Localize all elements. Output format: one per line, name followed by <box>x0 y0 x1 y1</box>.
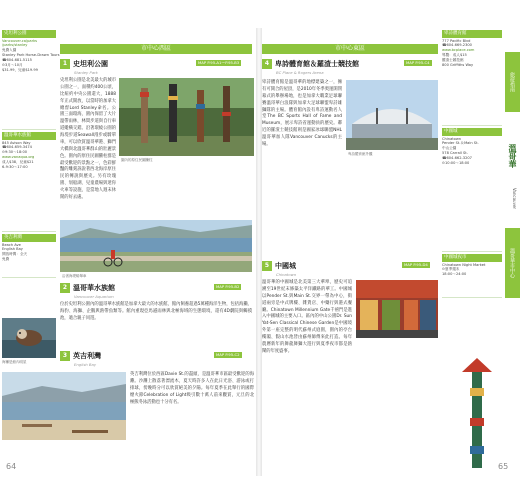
sidebar-line: ⊙夏季週末 <box>442 267 460 272</box>
caption: 卑詩體育館外觀 <box>348 152 373 156</box>
left-page <box>0 28 256 476</box>
sidebar-line: 成人$38、兒童$21 <box>2 160 34 164</box>
sidebar-line: www.bcplace.com <box>442 48 475 53</box>
section-heading <box>60 350 101 361</box>
sea-otter-photo <box>2 318 56 358</box>
chapter-tab-title: 溫哥華 <box>508 144 517 168</box>
map-reference: MAP P.95-D4 <box>404 262 428 267</box>
section-title: 中國城 <box>275 261 296 270</box>
sidebar-block-chinatown <box>442 126 502 252</box>
section-subtitle: Chinatown <box>276 272 297 277</box>
sidebar-line: 800 Griffiths Way <box>442 62 474 67</box>
section-subtitle: Stanley Park <box>74 70 98 75</box>
page-number-right: 65 <box>498 462 509 471</box>
sidebar-head: 英吉利灣 <box>2 234 56 242</box>
sidebar-head: 溫哥華水族館 <box>2 132 56 140</box>
section-body: 英吉利灣位於西區Davie St.的盡頭，是溫哥華市區最受歡迎的海灘。沙灘上散落著漂流木，夏天時許多人在此日光浴、游泳或打排球，傍晚時分可以欣賞絕美的夕陽。每年夏季在此舉行的國際煙火節Celebration of Light吸引數十萬人前來觀賞，元旦的北極熊冬泳活動也十分有名。 <box>130 372 254 405</box>
sidebar-line: ⊙3月～10月 <box>2 62 23 67</box>
sidebar-line: 845 Avison Way <box>2 140 31 145</box>
english-bay-photo <box>2 372 126 440</box>
section-body: 卑詩體育館是溫哥華的地標建築之一，擁有可開合的屋頂，是2010年冬季奧運開閉幕式的舉辦場地，也是加拿大職業足球聯賽溫哥華白浪隊與加拿大足球聯盟卑詩雄獅隊的主場。體育館內設有卑詩運動名人堂The BC Sports Hall of Fame and Museum，展示卑詩省運動員的歷史。鄰近的羅渣士競技館則是國家冰球聯盟NHL溫哥華加人隊Vancouver Canucks的主場。 <box>262 80 342 147</box>
sidebar-line: www.vanaqua.org <box>2 155 35 160</box>
sidebar-line: /parks/stanley <box>2 43 28 48</box>
section-number: 5 <box>262 261 272 271</box>
section-body-continued <box>262 156 438 212</box>
section-body: 位於史坦利公園內的溫哥華水族館是加拿大最大的水族館，館內飼養超過5萬種海洋生物，包括海獺、海豹、海獅、企鵝與熱帶魚類等。館內重現亞馬遜雨林與北極海域的生態環境，還有4D劇院與觸摸池，適合親子同遊。 <box>60 302 252 321</box>
right-sidebar <box>442 28 502 298</box>
section-number: 4 <box>262 59 272 69</box>
sidebar-head: 史坦利公園 <box>2 30 56 38</box>
sidebar-head: 中國城夜市 <box>442 254 502 262</box>
section-heading <box>60 58 108 69</box>
sidebar-line: Chinatown Night Market <box>442 262 486 267</box>
section-body: 溫哥華的中國城是北美第三大華埠，歷史可追溯至19世紀末修築太平洋鐵路的華工。中國城以Pender St.與Main St.交界一帶為中心，街道兩旁是中式牌樓、雜貨店、中藥行與港式餐廳。Chinatown Millennium Gate千禧門是進入中國城的主要入口。區內的中山公園Dr. Sun Yat-Sen Classical Chinese Garden是中國境外第一座完整的明代蘇州式庭園，園內的亭台樓閣、假山水池皆由蘇州師傅來此打造。每年農曆新年的舞龍舞獅大遊行與夏季夜市都是熱鬧的年度盛事。 <box>262 280 352 354</box>
sidebar-head: 卑詩體育館 <box>442 30 502 38</box>
section-title: 溫哥華水族館 <box>73 283 115 292</box>
sidebar-line: ⊙10:00～18:00 <box>442 160 470 165</box>
sidebar-line: ☎604-681-5115 <box>2 58 32 62</box>
seawall-cycling-photo <box>60 220 252 272</box>
sidebar-block-bc-place <box>442 28 502 126</box>
section-number: 1 <box>60 59 70 69</box>
map-reference: MAP P.95-B2 <box>216 284 240 289</box>
section-number: 3 <box>60 351 70 361</box>
left-sidebar <box>2 28 60 364</box>
sidebar-line: Beach Ave <box>2 242 21 247</box>
chapter-tab-subtitle: Vancouver <box>512 188 517 210</box>
sidebar-line: 中山公園 <box>442 146 457 151</box>
sidebar-block-night-market <box>442 252 502 298</box>
sidebar-line: ☎604-669-2300 <box>442 43 472 48</box>
sidebar-line: 開放時間：全天 <box>2 252 28 257</box>
section-body-continued <box>262 344 438 474</box>
section-subtitle: English Bay <box>74 362 97 367</box>
sidebar-block-stanley <box>2 28 60 130</box>
sidebar-line: Vancouver.ca/parks <box>2 38 38 43</box>
sidebar-line: 導覽：成人$15 <box>442 53 467 58</box>
section-subtitle: BC Place & Rogers Arena <box>276 70 324 75</box>
section-title: 史坦利公園 <box>73 59 108 68</box>
sidebar-line: 578 Carrall St. <box>442 151 468 156</box>
sidebar-line: 18:00～24:00 <box>442 272 467 277</box>
section-heading <box>60 282 115 293</box>
page-number-left: 64 <box>6 462 17 471</box>
sidebar-line: Stanley Park Horse-Drawn Tours <box>2 53 60 58</box>
section-band: 市中心西區 <box>60 44 252 54</box>
section-subtitle: Vancouver Aquarium <box>74 294 114 299</box>
totem-pole-photo <box>119 78 254 156</box>
sidebar-line: Pender St.＆Main St. <box>442 141 479 146</box>
sidebar-line: 777 Pacific Blvd <box>442 38 471 43</box>
caption: 沿著海堤騎單車 <box>62 274 87 278</box>
sidebar-line: 免費 <box>2 257 10 262</box>
section-heading <box>262 58 359 69</box>
section-title: 英吉利灣 <box>73 351 101 360</box>
chapter-tab-bottom: 溫哥華市中心 <box>505 228 520 298</box>
chinatown-photo <box>356 280 438 338</box>
caption: 海獺是館內明星 <box>2 360 27 364</box>
map-reference: MAP P.95-A1～P.95-B3 <box>198 60 240 65</box>
map-reference: MAP P.95-C2 <box>216 352 240 357</box>
section-body: 史坦利公園是北美最大的城市公園之一，面積約400公頃，比紐約中央公園還大，1888年正式開放，以當時的加拿大總督Lord Stanley命名。公園三面環海，園內保留了大片溫帶雨林，林間步道與自行車道縱橫交錯。沿著環繞公園的海堤步道Seawall漫步或騎單車，可以欣賞溫哥華港、獅門大橋與北溫哥華群山的壯麗景色。園內的原住民圖騰柱群是最受歡迎的景點之一，色彩鮮豔的雕刻訴說著西北海岸原住民的傳說與歷史。另有玫瑰園、划船湖、兒童農場與迷你火車等設施，是當地人週末休閒的好去處。 <box>60 78 116 200</box>
map-reference: MAP P.95-C4 <box>406 60 430 65</box>
section-band: 市中心東區 <box>262 44 438 54</box>
bc-place-photo <box>346 80 438 150</box>
sidebar-head: 中國城 <box>442 128 502 136</box>
sidebar-line: 6-9:30～17:00 <box>2 164 28 169</box>
sidebar-line: $31.99，兒童$19.99 <box>2 67 38 72</box>
section-number: 2 <box>60 283 70 293</box>
sidebar-block-english-bay <box>2 232 56 278</box>
sidebar-line: ☎604-662-3207 <box>442 156 472 160</box>
chapter-tab-top: 旅遊指南 <box>505 52 520 112</box>
sidebar-line: English Bay <box>2 247 23 252</box>
right-page <box>262 28 520 476</box>
sidebar-line: 免費入園 <box>2 48 17 53</box>
sidebar-line: 羅渣士競技館 <box>442 58 464 62</box>
totem-illustration <box>462 358 492 468</box>
sidebar-line: Chinatown <box>442 136 462 141</box>
sidebar-line: ☎604-659-3474 <box>2 145 32 150</box>
caption: 園內的原住民圖騰柱 <box>121 158 153 162</box>
sidebar-block-aquarium <box>2 130 56 232</box>
section-title: 卑詩體育館＆羅渣士競技館 <box>275 59 359 68</box>
sidebar-line: ⊙9:30～18:00 <box>2 150 28 155</box>
section-heading <box>262 260 296 271</box>
